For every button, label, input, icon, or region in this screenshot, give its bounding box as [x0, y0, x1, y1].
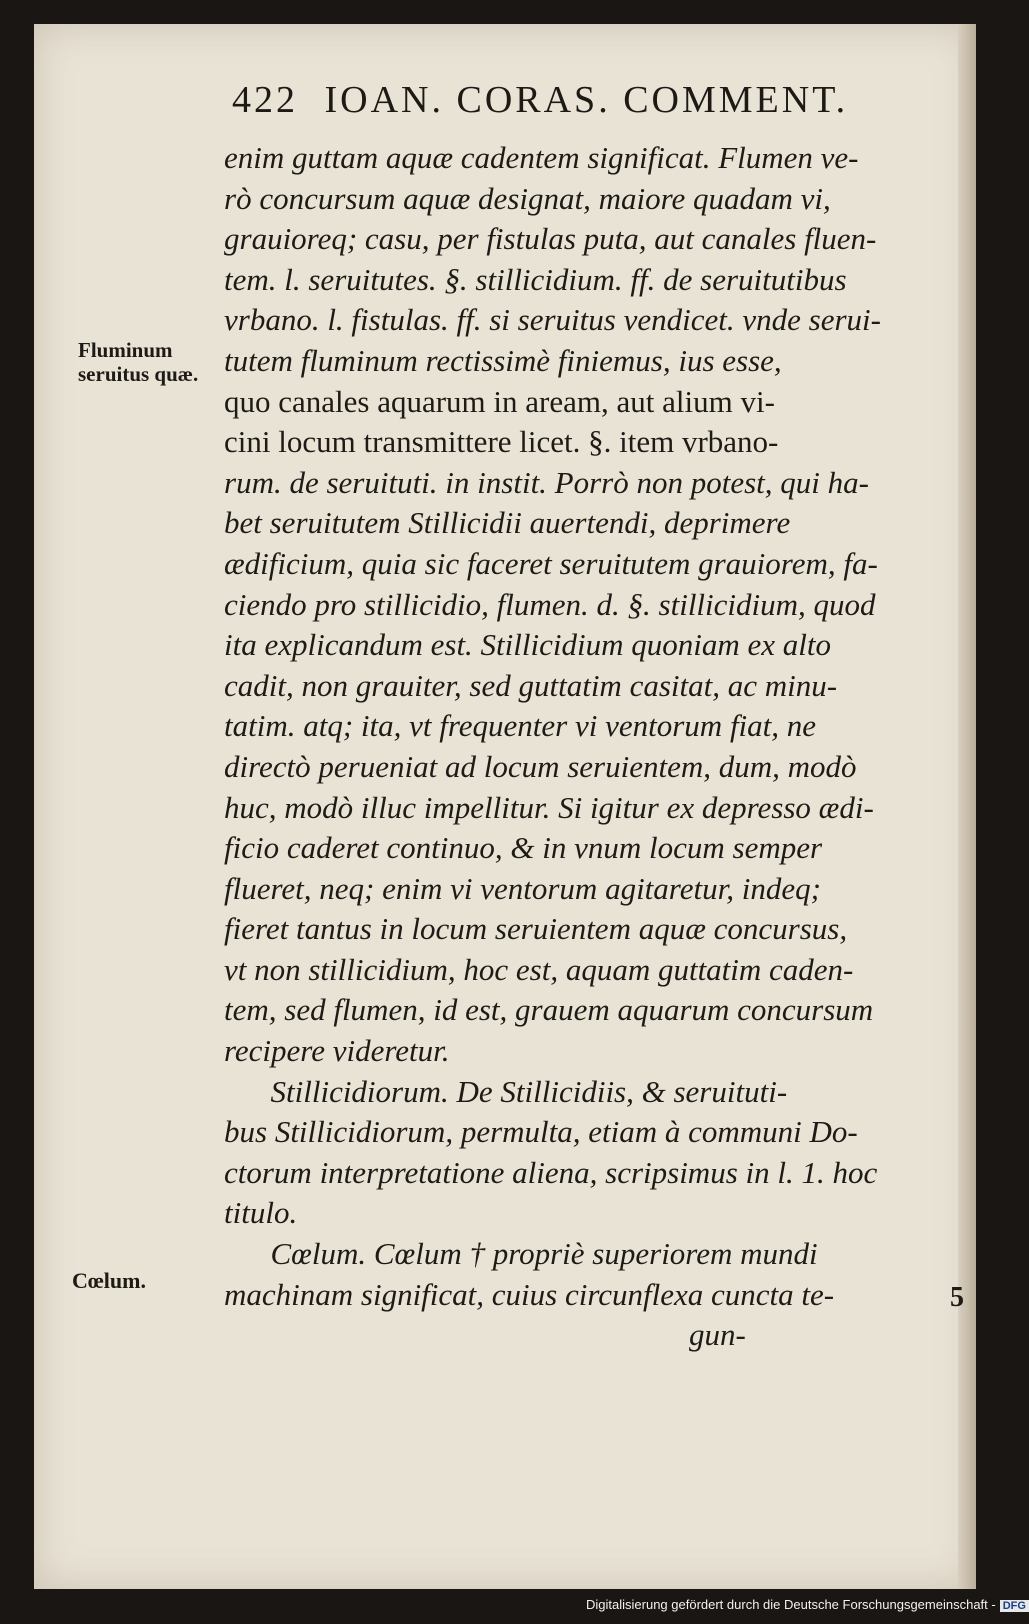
text-line: tem, sed flumen, id est, grauem aquarum concursum: [224, 992, 874, 1028]
text-line: enim guttam aquæ cadentem significat. Flumen ve-: [224, 140, 859, 175]
text-line: rò concursum aquæ designat, maiore quadam vi,: [224, 180, 831, 216]
page-edge: [958, 24, 976, 1589]
text-line: bet seruitutem Stillicidii auertendi, deprimere: [224, 505, 791, 541]
text-line: ctorum interpretatione aliena, scripsimus in l. 1. hoc: [224, 1154, 878, 1190]
text-line: Stillicidiorum. De Stillicidiis, & seruituti-: [224, 1073, 788, 1109]
text-line: directò perueniat ad locum seruientem, dum, modò: [224, 748, 857, 784]
margin-note-line: Fluminum: [78, 338, 173, 362]
text-line: titulo.: [224, 1195, 298, 1231]
text-line: ita explicandum est. Stillicidium quoniam ex alto: [224, 627, 831, 663]
text-line: vt non stillicidium, hoc est, aquam guttatim caden-: [224, 951, 854, 987]
body-text: [224, 138, 924, 1356]
text-line: huc, modò illuc impellitur. Si igitur ex depresso ædi-: [224, 789, 874, 825]
page-header: [232, 78, 852, 138]
running-title: IOAN. CORAS. COMMENT.: [324, 79, 849, 121]
side-number: 5: [950, 1282, 964, 1313]
text-line: tutem fluminum rectissimè finiemus, ius esse,: [224, 342, 782, 378]
dfg-logo: DFG: [1000, 1600, 1029, 1612]
text-line: gun-: [224, 1317, 746, 1353]
text-line: cadit, non grauiter, sed guttatim casitat, ac minu-: [224, 667, 838, 703]
digitization-footer: [586, 1597, 1026, 1619]
text-line: ædificium, quia sic faceret seruitutem grauiorem, fa-: [224, 545, 878, 581]
margin-note-coelum: Cœlum.: [72, 1268, 146, 1293]
text-line: bus Stillicidiorum, permulta, etiam à communi Do-: [224, 1114, 858, 1150]
footer-text: Digitalisierung gefördert durch die Deutsche Forschungsgemeinschaft -: [586, 1597, 996, 1612]
text-line: recipere videretur.: [224, 1033, 450, 1069]
text-line: cini locum transmittere licet. §. item vrbano-: [224, 424, 779, 460]
text-line: flueret, neq; enim vi ventorum agitaretur, indeq;: [224, 870, 821, 906]
text-line: tatim. atq; ita, vt frequenter vi ventorum fiat, ne: [224, 708, 817, 744]
text-line: tem. l. seruitutes. §. stillicidium. ff. de seruitutibus: [224, 261, 847, 297]
margin-note-fluminum: [78, 338, 198, 386]
margin-note-line: seruitus quæ.: [78, 362, 199, 386]
text-line: fieret tantus in locum seruientem aquæ concursus,: [224, 911, 848, 947]
page-number: 422: [232, 79, 298, 121]
text-line: rum. de seruituti. in instit. Porrò non potest, qui ha-: [224, 464, 869, 500]
text-line: ciendo pro stillicidio, flumen. d. §. stillicidium, quod: [224, 586, 876, 622]
text-line: quo canales aquarum in aream, aut alium vi-: [224, 383, 775, 419]
text-line: Cœlum. Cœlum † propriè superiorem mundi: [224, 1236, 818, 1272]
text-line: vrbano. l. fistulas. ff. si seruitus vendicet. vnde serui-: [224, 302, 881, 338]
text-line: machinam significat, cuius circunflexa cuncta te-: [224, 1276, 835, 1312]
text-line: grauioreq; casu, per fistulas puta, aut canales fluen-: [224, 221, 877, 257]
text-line: ficio caderet continuo, & in vnum locum semper: [224, 830, 823, 866]
